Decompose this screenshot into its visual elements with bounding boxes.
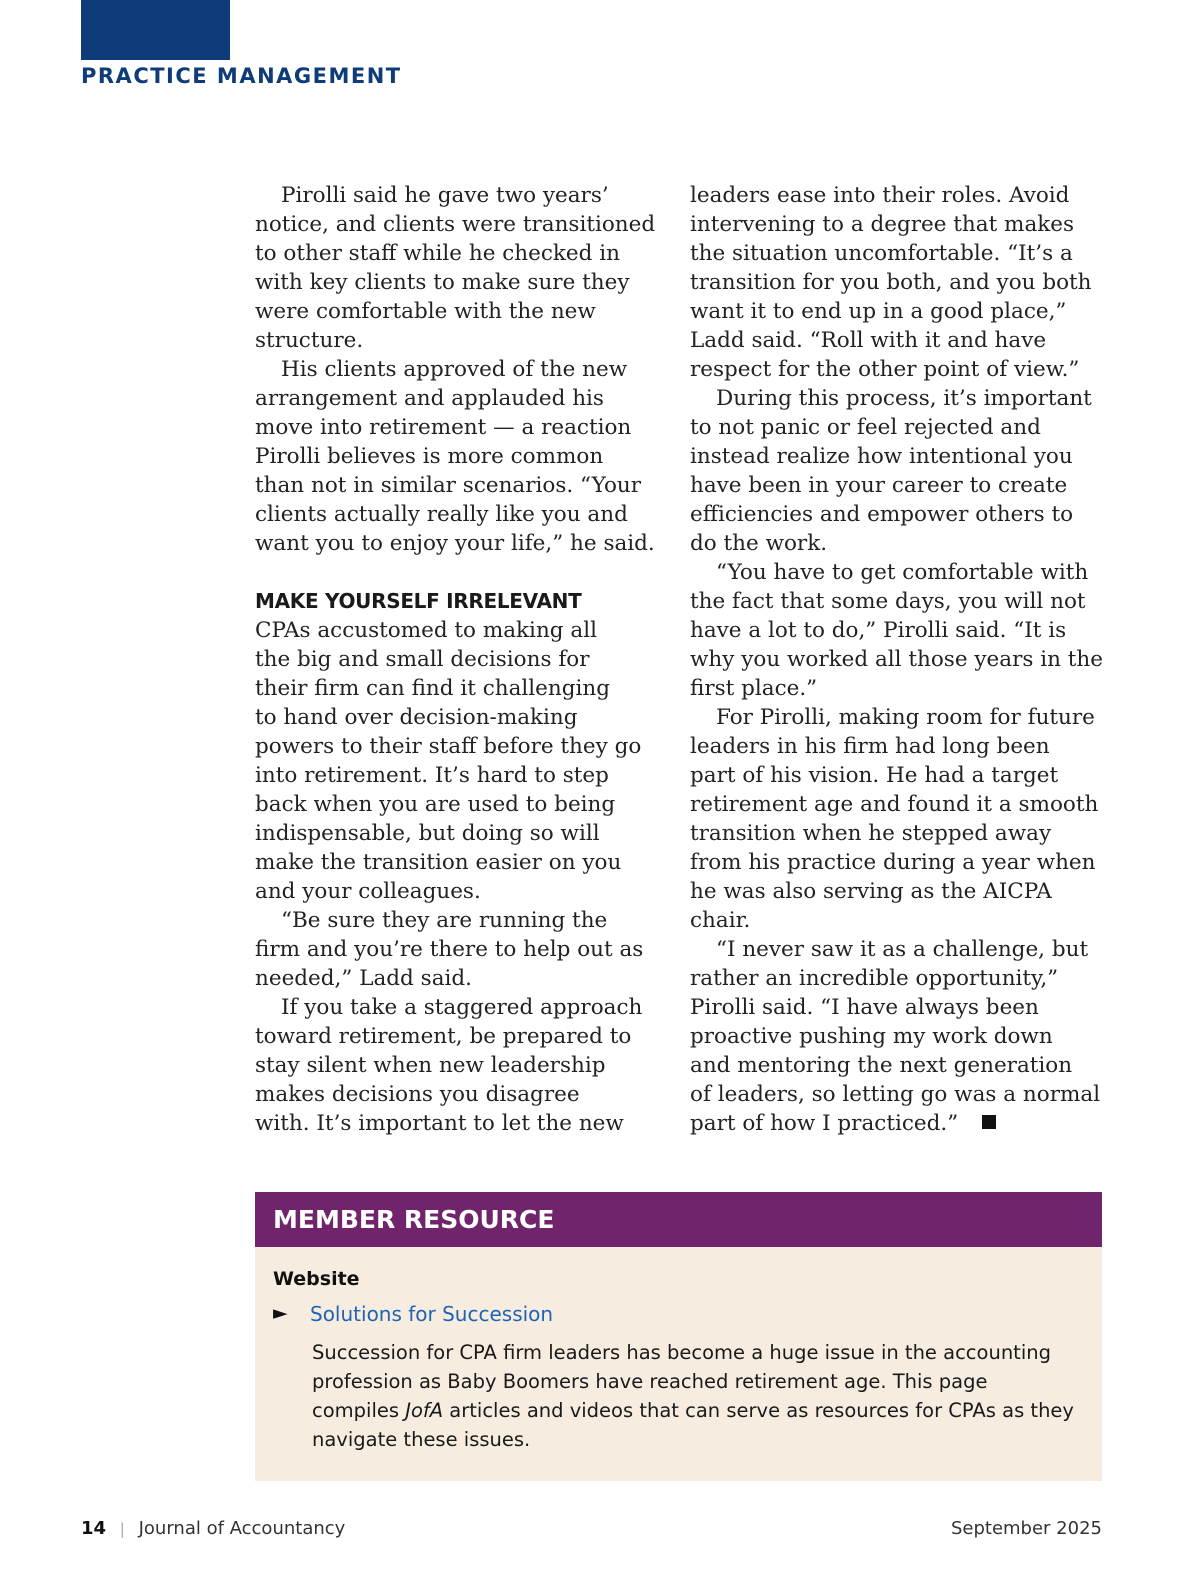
text-line: firm and you’re there to help out as <box>255 937 644 962</box>
text-line: leaders in his firm had long been <box>690 734 1050 759</box>
text-line: proactive pushing my work down <box>690 1024 1053 1049</box>
text-line: notice, and clients were transitioned <box>255 212 656 237</box>
section-label: PRACTICE MANAGEMENT <box>81 64 402 88</box>
text-line: During this process, it’s important <box>716 386 1092 411</box>
text-line: want it to end up in a good place,” <box>690 299 1067 324</box>
article-column-left <box>255 181 665 1138</box>
text-line: efficiencies and empower others to <box>690 502 1074 527</box>
header-color-block <box>81 0 230 60</box>
paragraph <box>255 993 665 1138</box>
paragraph <box>255 906 665 993</box>
paragraph <box>690 181 1110 384</box>
text-line: back when you are used to being <box>255 792 616 817</box>
page-number: 14 <box>81 1518 107 1539</box>
text-line: he was also serving as the AICPA <box>690 879 1052 904</box>
article-column-right <box>690 181 1110 1138</box>
text-line: profession as Baby Boomers have reached retirement age. This page <box>312 1370 988 1393</box>
triangle-right-icon: ► <box>273 1302 288 1324</box>
text-line: part of his vision. He had a target <box>690 763 1059 788</box>
text-line: structure. <box>255 328 364 353</box>
text-line: to not panic or feel rejected and <box>690 415 1041 440</box>
member-resource-title: MEMBER RESOURCE <box>273 1205 555 1234</box>
text-line: from his practice during a year when <box>690 850 1096 875</box>
text-line: respect for the other point of view.” <box>690 357 1080 382</box>
text-line: than not in similar scenarios. “Your <box>255 473 642 498</box>
resource-type-label: Website <box>273 1268 360 1290</box>
text-line: have been in your career to create <box>690 473 1068 498</box>
text-line: powers to their staff before they go <box>255 734 642 759</box>
text-line: transition for you both, and you both <box>690 270 1092 295</box>
text-line: If you take a staggered approach <box>281 995 643 1020</box>
text-line: transition when he stepped away <box>690 821 1052 846</box>
text-line <box>312 1396 1072 1425</box>
footer-left <box>81 1518 345 1539</box>
text-line: the big and small decisions for <box>255 647 590 672</box>
paragraph <box>690 384 1110 558</box>
paragraph <box>255 616 665 906</box>
text-line: do the work. <box>690 531 828 556</box>
footer-separator: | <box>119 1520 125 1538</box>
text-line: clients actually really like you and <box>255 502 628 527</box>
text-line: with key clients to make sure they <box>255 270 630 295</box>
text-line: toward retirement, be prepared to <box>255 1024 632 1049</box>
issue-date: September 2025 <box>950 1518 1102 1539</box>
text-line: needed,” Ladd said. <box>255 966 472 991</box>
text-line: want you to enjoy your life,” he said. <box>255 531 655 556</box>
text-line: Succession for CPA firm leaders has become a huge issue in the accounting <box>312 1341 1051 1364</box>
text-line: navigate these issues. <box>312 1428 531 1451</box>
text-line: makes decisions you disagree <box>255 1082 580 1107</box>
text-line: the fact that some days, you will not <box>690 589 1086 614</box>
paragraph <box>255 355 665 558</box>
text-line: intervening to a degree that makes <box>690 212 1075 237</box>
text-line <box>690 1109 1110 1138</box>
paragraph <box>255 181 665 355</box>
text-fragment: part of how I practiced.” <box>690 1111 959 1136</box>
text-line: “Be sure they are running the <box>281 908 608 933</box>
text-line: Pirolli said he gave two years’ <box>281 183 609 208</box>
text-line: move into retirement — a reaction <box>255 415 632 440</box>
text-line: indispensable, but doing so will <box>255 821 600 846</box>
text-line: “I never saw it as a challenge, but <box>716 937 1089 962</box>
text-line: were comfortable with the new <box>255 299 596 324</box>
text-line: to hand over decision-making <box>255 705 578 730</box>
text-line: CPAs accustomed to making all <box>255 618 597 643</box>
member-resource-header <box>255 1192 1102 1247</box>
paragraph <box>690 935 1110 1138</box>
text-line: leaders ease into their roles. Avoid <box>690 183 1070 208</box>
text-line: make the transition easier on you <box>255 850 622 875</box>
text-line: instead realize how intentional you <box>690 444 1073 469</box>
text-line: have a lot to do,” Pirolli said. “It is <box>690 618 1067 643</box>
paragraph <box>690 703 1110 935</box>
subheading: MAKE YOURSELF IRRELEVANT <box>255 589 582 613</box>
paragraph <box>690 558 1110 703</box>
text-line: chair. <box>690 908 751 933</box>
text-line: the situation uncomfortable. “It’s a <box>690 241 1073 266</box>
text-line: retirement age and found it a smooth <box>690 792 1099 817</box>
text-line: with. It’s important to let the new <box>255 1111 624 1136</box>
member-resource-box <box>255 1192 1102 1481</box>
text-line: why you worked all those years in the <box>690 647 1104 672</box>
publication-name: Journal of Accountancy <box>138 1518 346 1539</box>
publication-abbrev: JofA <box>405 1399 444 1422</box>
text-line: His clients approved of the new <box>281 357 628 382</box>
text-line: their firm can find it challenging <box>255 676 610 701</box>
text-line: into retirement. It’s hard to step <box>255 763 609 788</box>
text-line: “You have to get comfortable with <box>716 560 1089 585</box>
text-line: Pirolli believes is more common <box>255 444 604 469</box>
text-line: stay silent when new leadership <box>255 1053 606 1078</box>
text-line: first place.” <box>690 676 818 701</box>
spacer <box>255 558 665 587</box>
solutions-for-succession-link[interactable]: Solutions for Succession <box>310 1302 554 1326</box>
text-fragment: articles and videos that can serve as resources for CPAs as they <box>443 1399 1074 1422</box>
text-line: For Pirolli, making room for future <box>716 705 1095 730</box>
text-line: of leaders, so letting go was a normal <box>690 1082 1101 1107</box>
text-line: Pirolli said. “I have always been <box>690 995 1039 1020</box>
text-line: to other staff while he checked in <box>255 241 620 266</box>
text-line: and your colleagues. <box>255 879 481 904</box>
text-line: arrangement and applauded his <box>255 386 604 411</box>
text-line: Ladd said. “Roll with it and have <box>690 328 1047 353</box>
text-fragment: compiles <box>312 1399 406 1422</box>
end-of-article-mark <box>982 1115 996 1129</box>
text-line: and mentoring the next generation <box>690 1053 1073 1078</box>
resource-description <box>312 1338 1072 1454</box>
text-line: rather an incredible opportunity,” <box>690 966 1059 991</box>
